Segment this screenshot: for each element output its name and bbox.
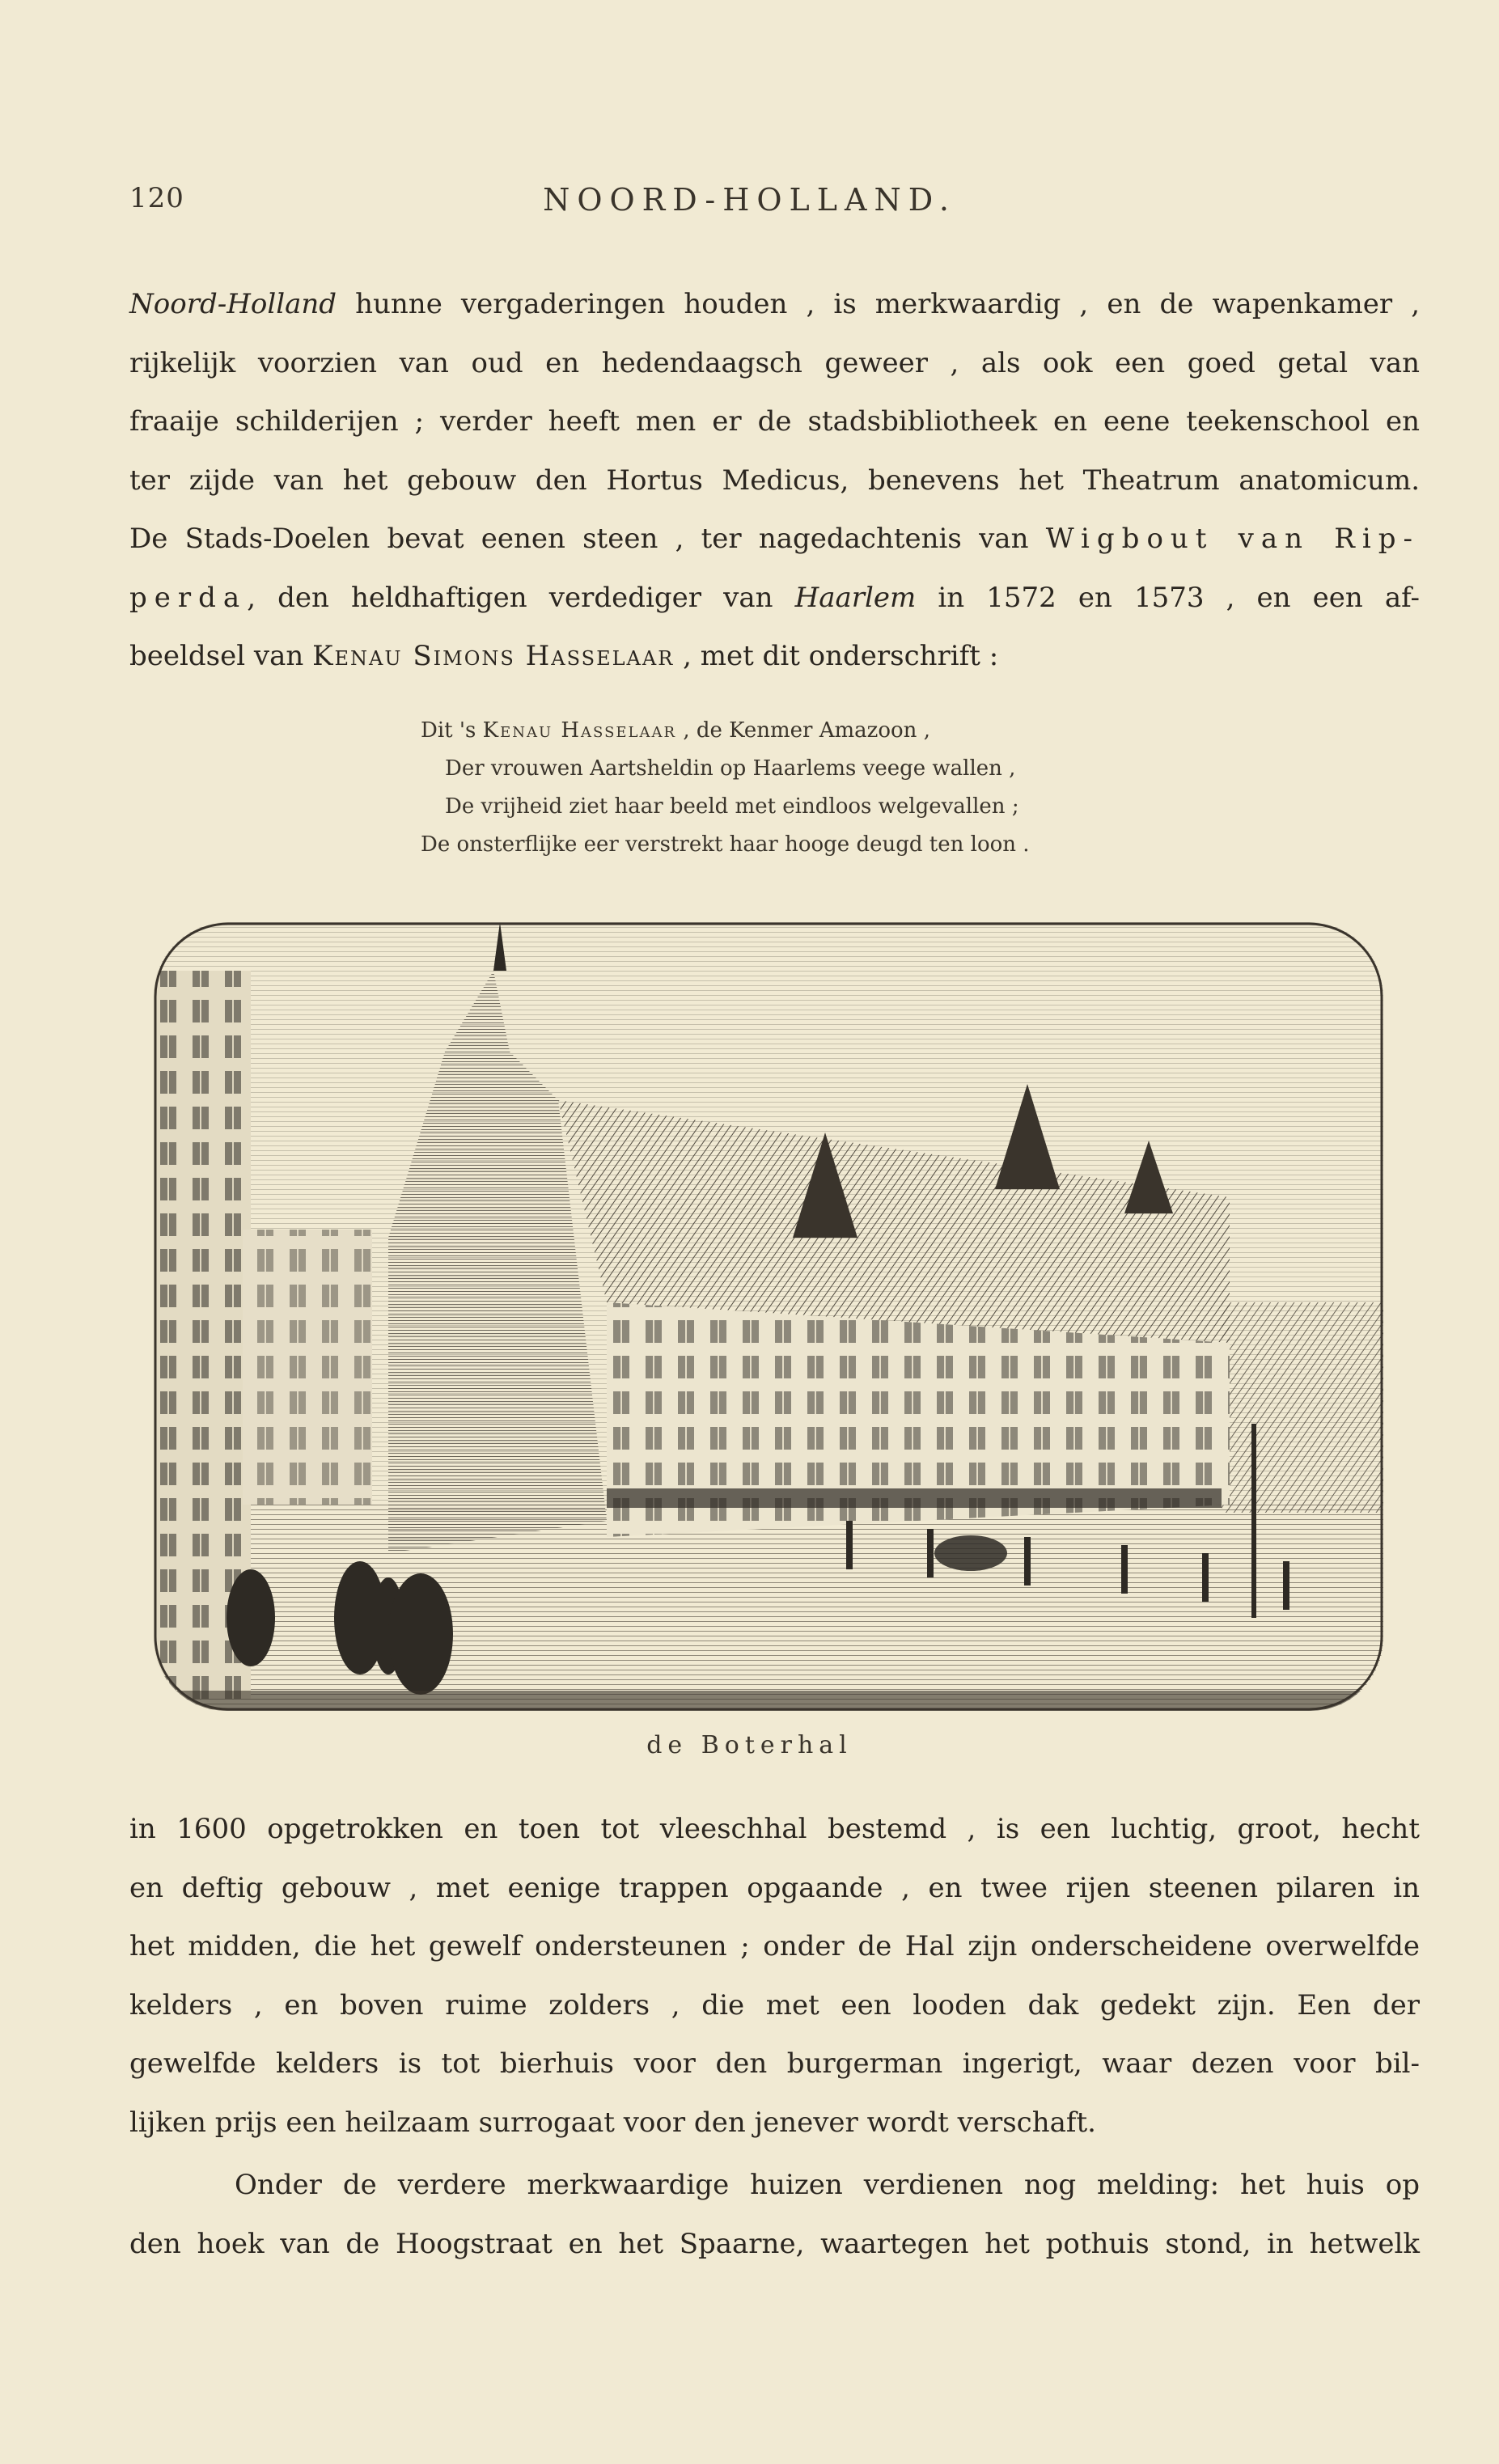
- text-line: in 1600 opgetrokken en toen tot vleeschhal bestemd , is een luchtig, groot, hecht: [129, 1813, 1420, 1845]
- text-line: lijken prijs een heilzaam surrogaat voor den jenever wordt verschaft.: [129, 2106, 1096, 2139]
- verse-line: De onsterflijke eer verstrekt haar hooge deugd ten loon .: [421, 832, 1030, 857]
- verse-line: Der vrouwen Aartsheldin op Haarlems veege wallen ,: [445, 756, 1016, 781]
- person-name: Wigbout van Rip-: [1045, 523, 1421, 555]
- text-line: den hoek van de Hoogstraat en het Spaarne, waartegen het pothuis stond, in hetwelk: [129, 2227, 1420, 2260]
- text-span: , de Kenmer Amazoon ,: [676, 718, 930, 743]
- text-line: gewelfde kelders is tot bierhuis voor den burgerman ingerigt, waar dezen voor bil-: [129, 2047, 1420, 2080]
- text-line: [129, 510, 1420, 569]
- text-span: beeldsel van: [129, 640, 313, 672]
- engraving-boterhal: [154, 922, 1383, 1711]
- text-line: ter zijde van het gebouw den Hortus Medicus, benevens het Theatrum anatomicum.: [129, 464, 1420, 497]
- text-line: [129, 569, 1420, 628]
- text-span: hunne vergaderingen houden , is merkwaardig , en de wapenkamer ,: [337, 288, 1420, 320]
- text-line: Onder de verdere merkwaardige huizen verdienen nog melding: het huis op: [235, 2169, 1420, 2201]
- paragraph-3: [129, 2156, 1420, 2273]
- place-name: Noord-Holland: [129, 288, 337, 320]
- verse-line: [421, 712, 1149, 750]
- text-line: het midden, die het gewelf ondersteunen ; onder de Hal zijn onderscheidene overwelfde: [129, 1930, 1420, 1962]
- text-line: [129, 627, 1420, 686]
- text-span: , met dit onderschrift :: [674, 640, 999, 672]
- page-number: 120: [129, 182, 184, 214]
- text-span: in 1572 en 1573 , en een af-: [916, 581, 1420, 614]
- text-line: [129, 275, 1420, 334]
- text-line: fraaije schilderijen ; verder heeft men er de stadsbibliotheek en eene teekenschool en: [129, 405, 1420, 438]
- page-header: [129, 182, 1418, 231]
- running-head: NOORD-HOLLAND.: [543, 182, 956, 218]
- person-name: Kenau Simons Hasselaar: [312, 640, 675, 672]
- paragraph-2: [129, 1800, 1420, 2152]
- text-span: Dit 's: [421, 718, 483, 743]
- paragraph-1: [129, 275, 1420, 686]
- text-span: , den heldhaftigen verdediger van: [247, 581, 795, 614]
- verse-quote: [421, 712, 1149, 864]
- text-line: rijkelijk voorzien van oud en hedendaagsch geweer , als ook een goed getal van: [129, 346, 1420, 379]
- verse-line: De vrijheid ziet haar beeld met eindloos welgevallen ;: [445, 794, 1019, 819]
- figure-caption: de Boterhal: [646, 1731, 853, 1759]
- text-span: De Stads-Doelen bevat eenen steen , ter nagedachtenis van: [129, 523, 1046, 555]
- person-name: perda: [129, 581, 248, 614]
- text-line: en deftig gebouw , met eenige trappen opgaande , en twee rijen steenen pilaren in: [129, 1871, 1420, 1904]
- place-name: Haarlem: [794, 581, 917, 614]
- engraving-illustration: [154, 922, 1383, 1711]
- text-line: kelders , en boven ruime zolders , die met een looden dak gedekt zijn. Een der: [129, 1988, 1420, 2022]
- person-name: Kenau Hasselaar: [482, 718, 677, 743]
